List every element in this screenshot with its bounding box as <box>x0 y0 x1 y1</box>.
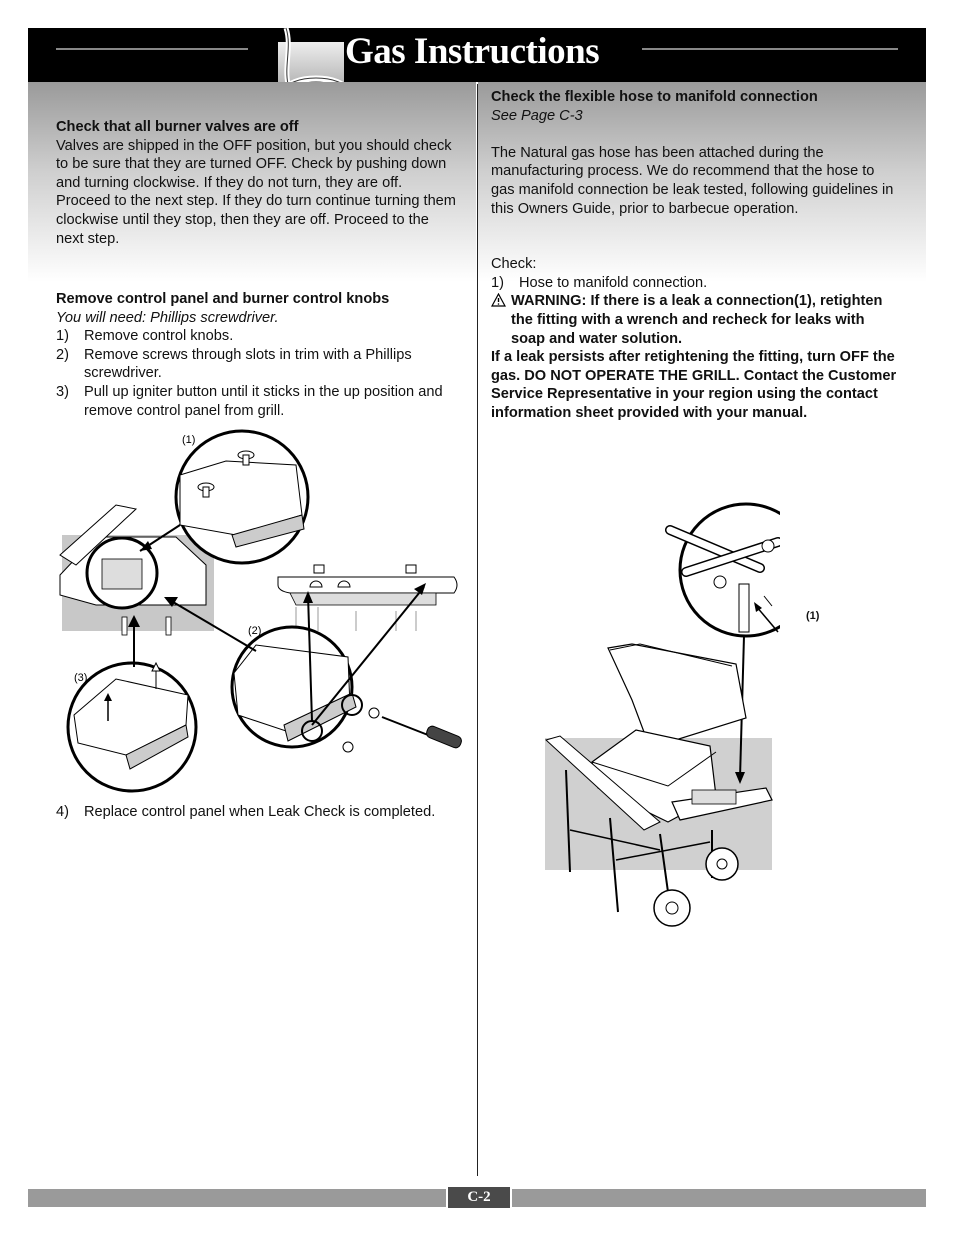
hose-heading: Check the flexible hose to manifold connection <box>491 89 818 105</box>
right-figure-callout-label: (1) <box>806 610 820 622</box>
left-section-1 <box>56 118 456 248</box>
right-section <box>491 88 901 423</box>
check-label: Check: <box>491 256 537 273</box>
page-title: Gas Instructions <box>345 31 600 72</box>
list-item: 3) Pull up igniter button until it sticks in the up position and remove control panel from grill. <box>56 383 443 419</box>
header-rule-right <box>642 48 898 50</box>
control-panel-removal-illustration <box>56 425 476 797</box>
tools-needed: You will need: Phillips screwdriver. <box>56 309 279 326</box>
header-rule-left <box>56 48 248 50</box>
step-4: 4) Replace control panel when Leak Check is completed. <box>56 804 436 820</box>
valves-heading: Check that all burner valves are off <box>56 119 299 135</box>
grill-manifold-illustration <box>540 500 780 930</box>
warning-note: WARNING: If there is a leak a connection(1), retighten the fitting with a wrench and recheck for leaks with soap and water solution. <box>491 292 901 348</box>
figure-callout-1: (1) <box>182 434 196 446</box>
list-item: 2) Remove screws through slots in trim with a Phillips screwdriver. <box>56 346 412 382</box>
warning-triangle-icon <box>491 293 506 307</box>
valves-body: Valves are shipped in the OFF position, but you should check to be sure that they are turned OFF. Check by pushing down and turning clockwise. If they do not turn, they are off. Proceed to the next step. If they do turn continue turning them clockwise until they stop, then they are off. Proceed to the next step. <box>56 137 456 247</box>
hose-body: The Natural gas hose has been attached during the manufacturing process. We do recommend that the hose to gas manifold connection be leak tested, following guidelines in this Owners Guide, prior to barbecue operation. <box>491 144 894 217</box>
leak-persists-note: If a leak persists after retightening the fitting, turn OFF the gas. DO NOT OPERATE THE GRILL. Contact the Customer Service Representative in your region using the contact information sheet provided with your manual. <box>491 349 897 421</box>
figure-callout-2: (2) <box>248 625 262 637</box>
page-number: C-2 <box>446 1187 512 1208</box>
column-divider <box>477 84 478 1176</box>
figure-callout-3: (3) <box>74 672 88 684</box>
list-item: 1) Remove control knobs. <box>56 328 234 345</box>
see-page-reference: See Page C-3 <box>491 107 583 124</box>
left-section-2 <box>56 290 456 420</box>
control-panel-heading: Remove control panel and burner control knobs <box>56 291 390 307</box>
list-item: 1) Hose to manifold connection. <box>491 274 708 291</box>
